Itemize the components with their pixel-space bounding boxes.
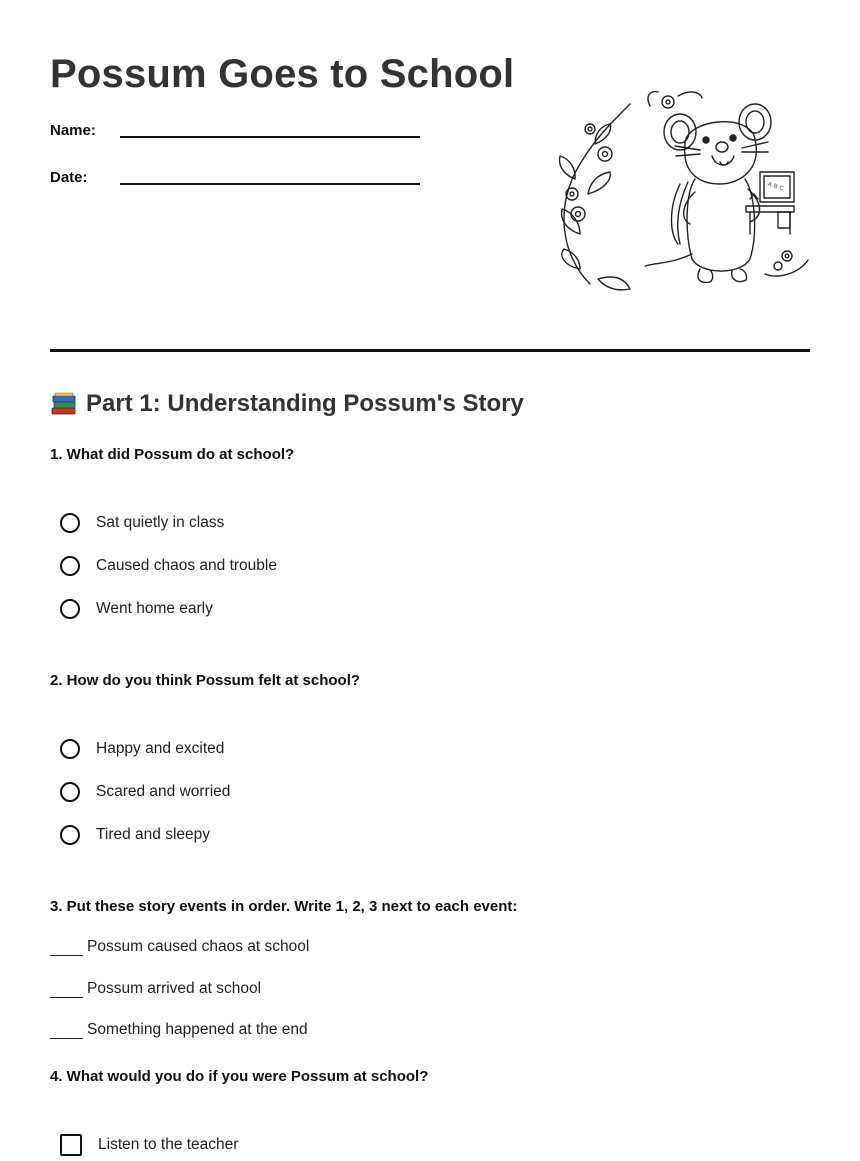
name-label: Name: bbox=[50, 122, 96, 139]
date-field bbox=[50, 169, 88, 186]
question-3: 3. Put these story events in order. Write 1, 2, 3 next to each event: bbox=[50, 898, 518, 915]
q2-option-2[interactable] bbox=[60, 780, 230, 804]
q1-option-1[interactable] bbox=[60, 511, 224, 535]
radio-button[interactable] bbox=[60, 599, 80, 619]
q1-option-2[interactable] bbox=[60, 554, 277, 578]
event-label: Possum caused chaos at school bbox=[87, 938, 310, 955]
option-label: Sat quietly in class bbox=[96, 514, 225, 531]
part1-title: Part 1: Understanding Possum's Story bbox=[86, 390, 524, 417]
option-label: Scared and worried bbox=[96, 783, 231, 800]
possum-illustration bbox=[550, 84, 810, 294]
worksheet-page bbox=[50, 0, 810, 1161]
books-icon bbox=[50, 390, 78, 418]
option-label: Happy and excited bbox=[96, 740, 225, 757]
board-text: A B C bbox=[766, 180, 785, 193]
order-event-3 bbox=[50, 1021, 308, 1039]
order-blank[interactable] bbox=[50, 1024, 83, 1039]
q4-option-1[interactable] bbox=[60, 1133, 238, 1157]
order-event-1 bbox=[50, 938, 309, 956]
name-line[interactable] bbox=[120, 136, 420, 138]
option-label: Went home early bbox=[96, 600, 213, 617]
option-label: Listen to the teacher bbox=[98, 1136, 239, 1153]
question-4: 4. What would you do if you were Possum at school? bbox=[50, 1068, 429, 1085]
header-divider bbox=[50, 349, 810, 352]
option-label: Tired and sleepy bbox=[96, 826, 211, 843]
option-label: Caused chaos and trouble bbox=[96, 557, 277, 574]
q2-option-1[interactable] bbox=[60, 737, 224, 761]
radio-button[interactable] bbox=[60, 782, 80, 802]
order-blank[interactable] bbox=[50, 941, 83, 956]
question-1: 1. What did Possum do at school? bbox=[50, 446, 295, 463]
radio-button[interactable] bbox=[60, 556, 80, 576]
event-label: Something happened at the end bbox=[87, 1021, 308, 1038]
order-event-2 bbox=[50, 980, 261, 998]
radio-button[interactable] bbox=[60, 825, 80, 845]
event-label: Possum arrived at school bbox=[87, 980, 262, 997]
radio-button[interactable] bbox=[60, 513, 80, 533]
date-line[interactable] bbox=[120, 183, 420, 185]
part1-heading bbox=[50, 388, 524, 420]
date-label: Date: bbox=[50, 169, 88, 186]
checkbox[interactable] bbox=[60, 1134, 82, 1156]
radio-button[interactable] bbox=[60, 739, 80, 759]
name-field bbox=[50, 122, 96, 139]
order-blank[interactable] bbox=[50, 983, 83, 998]
question-2: 2. How do you think Possum felt at school? bbox=[50, 672, 361, 689]
q2-option-3[interactable] bbox=[60, 823, 210, 847]
worksheet-title: Possum Goes to School bbox=[50, 52, 515, 96]
q1-option-3[interactable] bbox=[60, 597, 213, 621]
